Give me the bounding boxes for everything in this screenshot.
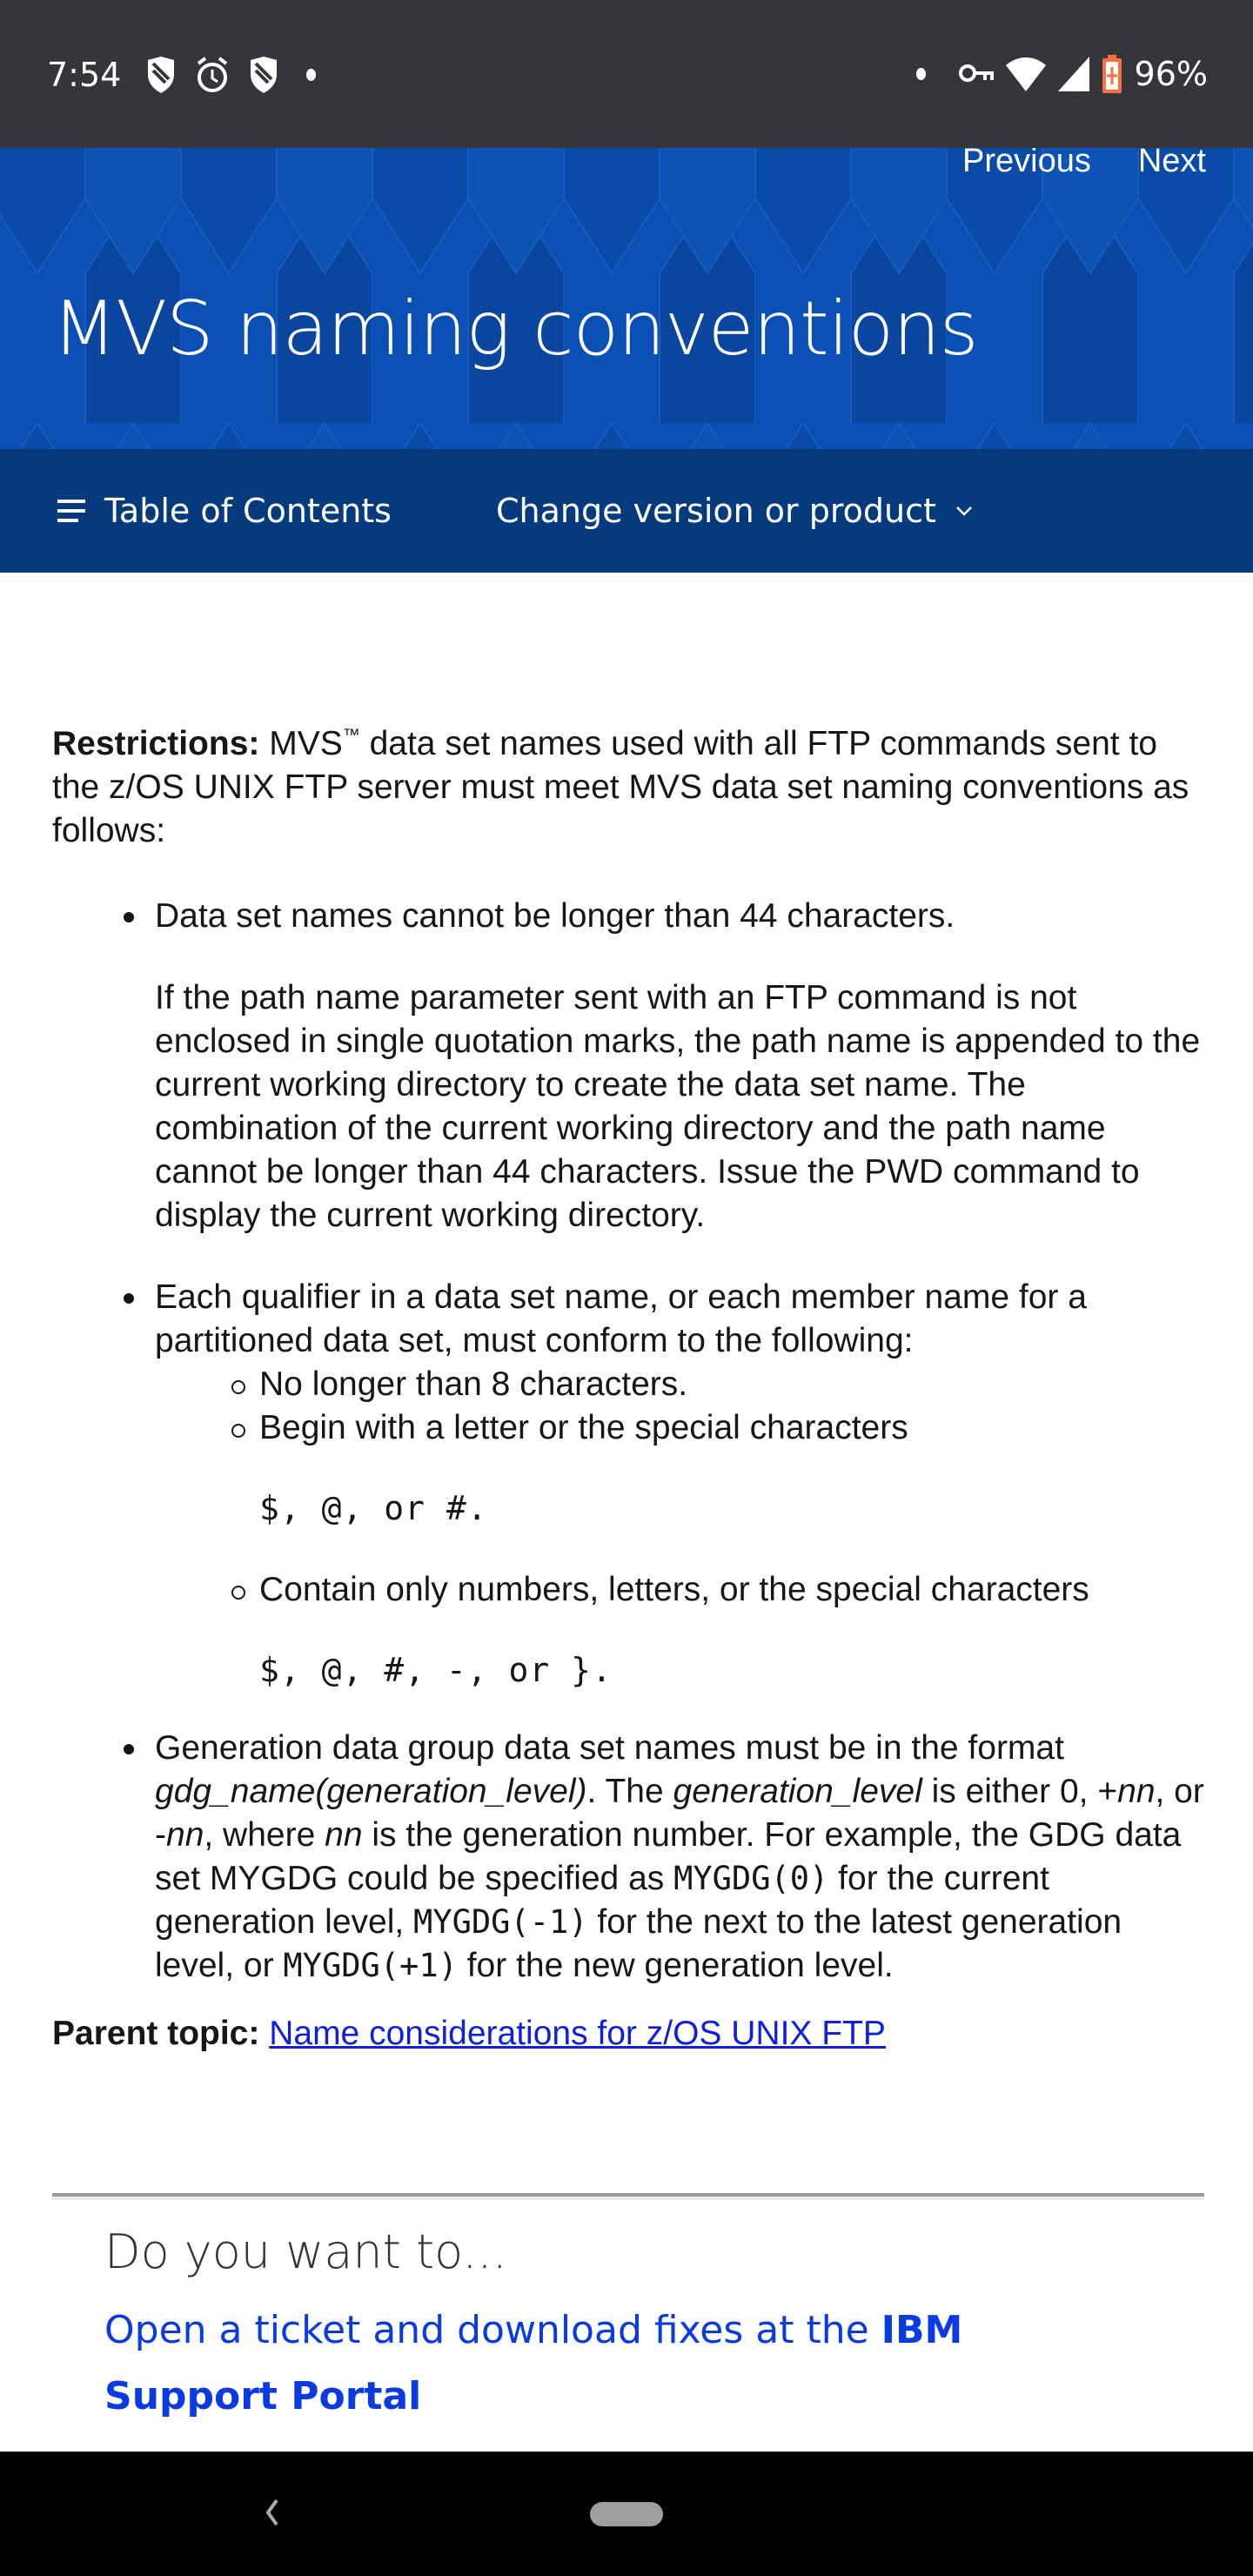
toc-label: Table of Contents xyxy=(104,492,392,530)
version-label: Change version or product xyxy=(495,492,936,530)
sub-item-text: Begin with a letter or the special characters xyxy=(259,1409,908,1446)
parent-topic-label: Parent topic: xyxy=(52,2015,260,2052)
sub-list-item xyxy=(259,1406,1209,1530)
status-bar xyxy=(0,0,1253,148)
clock: 7:54 xyxy=(47,56,122,94)
status-icons-right xyxy=(916,54,1208,94)
toc-bar xyxy=(0,449,1253,573)
list-item xyxy=(155,1727,1209,1988)
article-body xyxy=(52,714,1209,2056)
code-inline: MYGDG(+1) xyxy=(283,1947,458,1984)
sub-item-text: Contain only numbers, letters, or the special characters xyxy=(259,1571,1089,1608)
text: for the current generation level, xyxy=(155,1860,1049,1941)
status-icons-left xyxy=(146,56,316,94)
notification-dot xyxy=(306,69,316,81)
cell-signal-icon xyxy=(1058,57,1089,91)
text: , where xyxy=(204,1816,325,1854)
restrictions-text: data set names used with all FTP commands sent to the z/OS UNIX FTP server must meet MVS data set naming conventions as follows: xyxy=(52,725,1189,849)
code-block: $, @, #, -, or }. xyxy=(259,1651,613,1689)
battery-charging-icon xyxy=(1102,55,1122,93)
emphasis: nn xyxy=(1117,1773,1156,1810)
home-pill[interactable] xyxy=(590,2502,663,2526)
qualifier-rules-list xyxy=(155,1363,1209,1692)
list-item xyxy=(155,895,1209,1238)
code-inline: MYGDG(-1) xyxy=(413,1903,588,1941)
text: Generation data group data set names must be in the format xyxy=(155,1729,1064,1767)
text: is the generation number. For example, the GDG data set MYGDG could be specified as xyxy=(155,1816,1182,1897)
support-portal-link[interactable] xyxy=(104,2298,1149,2430)
support-link-bold[interactable]: IBM Support Portal xyxy=(104,2308,963,2418)
mvs-text: MVS xyxy=(269,725,343,762)
sub-item-text: No longer than 8 characters. xyxy=(259,1365,688,1403)
emphasis: nn xyxy=(166,1816,204,1854)
system-nav-bar xyxy=(0,2452,1253,2576)
change-version-dropdown[interactable] xyxy=(496,492,973,530)
parent-topic xyxy=(52,2012,1209,2056)
parent-topic-link[interactable]: Name considerations for z/OS UNIX FTP xyxy=(269,2015,886,2052)
shield-icon xyxy=(146,57,176,93)
page-title: MVS naming conventions xyxy=(52,285,978,372)
battery-percent: 96% xyxy=(1134,55,1208,93)
text: for the new generation level. xyxy=(457,1947,894,1984)
alarm-icon xyxy=(195,57,230,93)
hero-banner xyxy=(0,148,1253,449)
divider xyxy=(52,2193,1204,2197)
code-inline: MYGDG(0) xyxy=(673,1860,829,1897)
bullet-detail: If the path name parameter sent with an FTP command is not enclosed in single quotation marks, the path name is appended to the current working directory to create the data set name. The combination of the current working directory and the path name cannot be longer than 44 characters. Issue the PWD command to display the current working directory. xyxy=(155,979,1201,1234)
bullet-text: Data set names cannot be longer than 44 characters. xyxy=(155,897,955,935)
gdg-paragraph xyxy=(155,1727,1209,1988)
support-link-text[interactable]: Open a ticket and download fixes at the xyxy=(104,2308,881,2352)
restrictions-label: Restrictions: xyxy=(52,725,260,762)
sub-list-item xyxy=(259,1363,1209,1406)
code-block: $, @, or #. xyxy=(259,1489,488,1527)
trademark: ™ xyxy=(342,726,360,745)
restrictions-list xyxy=(52,895,1209,1988)
vpn-key-icon xyxy=(959,63,994,85)
text: , or - xyxy=(155,1773,1204,1854)
wifi-icon xyxy=(1006,57,1046,91)
shield-icon xyxy=(249,57,278,93)
emphasis: generation_level xyxy=(673,1773,922,1810)
text: for the next to the latest generation level, or xyxy=(155,1903,1122,1984)
emphasis: gdg_name(generation_level) xyxy=(155,1773,587,1810)
bullet-text: Each qualifier in a data set name, or each member name for a partitioned data set, must conform to the following: xyxy=(155,1278,1087,1359)
back-icon[interactable] xyxy=(261,2497,282,2528)
prev-next-nav xyxy=(962,148,1206,181)
chevron-down-icon xyxy=(955,506,973,516)
text: is either 0, + xyxy=(921,1773,1118,1810)
notification-dot xyxy=(916,68,926,80)
sub-list-item xyxy=(259,1568,1209,1692)
restrictions-paragraph xyxy=(52,714,1209,853)
list-item xyxy=(155,1276,1209,1692)
table-of-contents-button[interactable] xyxy=(57,492,392,530)
emphasis: nn xyxy=(325,1816,363,1854)
next-link[interactable]: Next xyxy=(1137,148,1206,179)
previous-link[interactable]: Previous xyxy=(962,148,1091,179)
text: . The xyxy=(586,1773,673,1810)
list-icon xyxy=(57,500,85,522)
do-you-want-to-heading: Do you want to... xyxy=(104,2224,507,2279)
